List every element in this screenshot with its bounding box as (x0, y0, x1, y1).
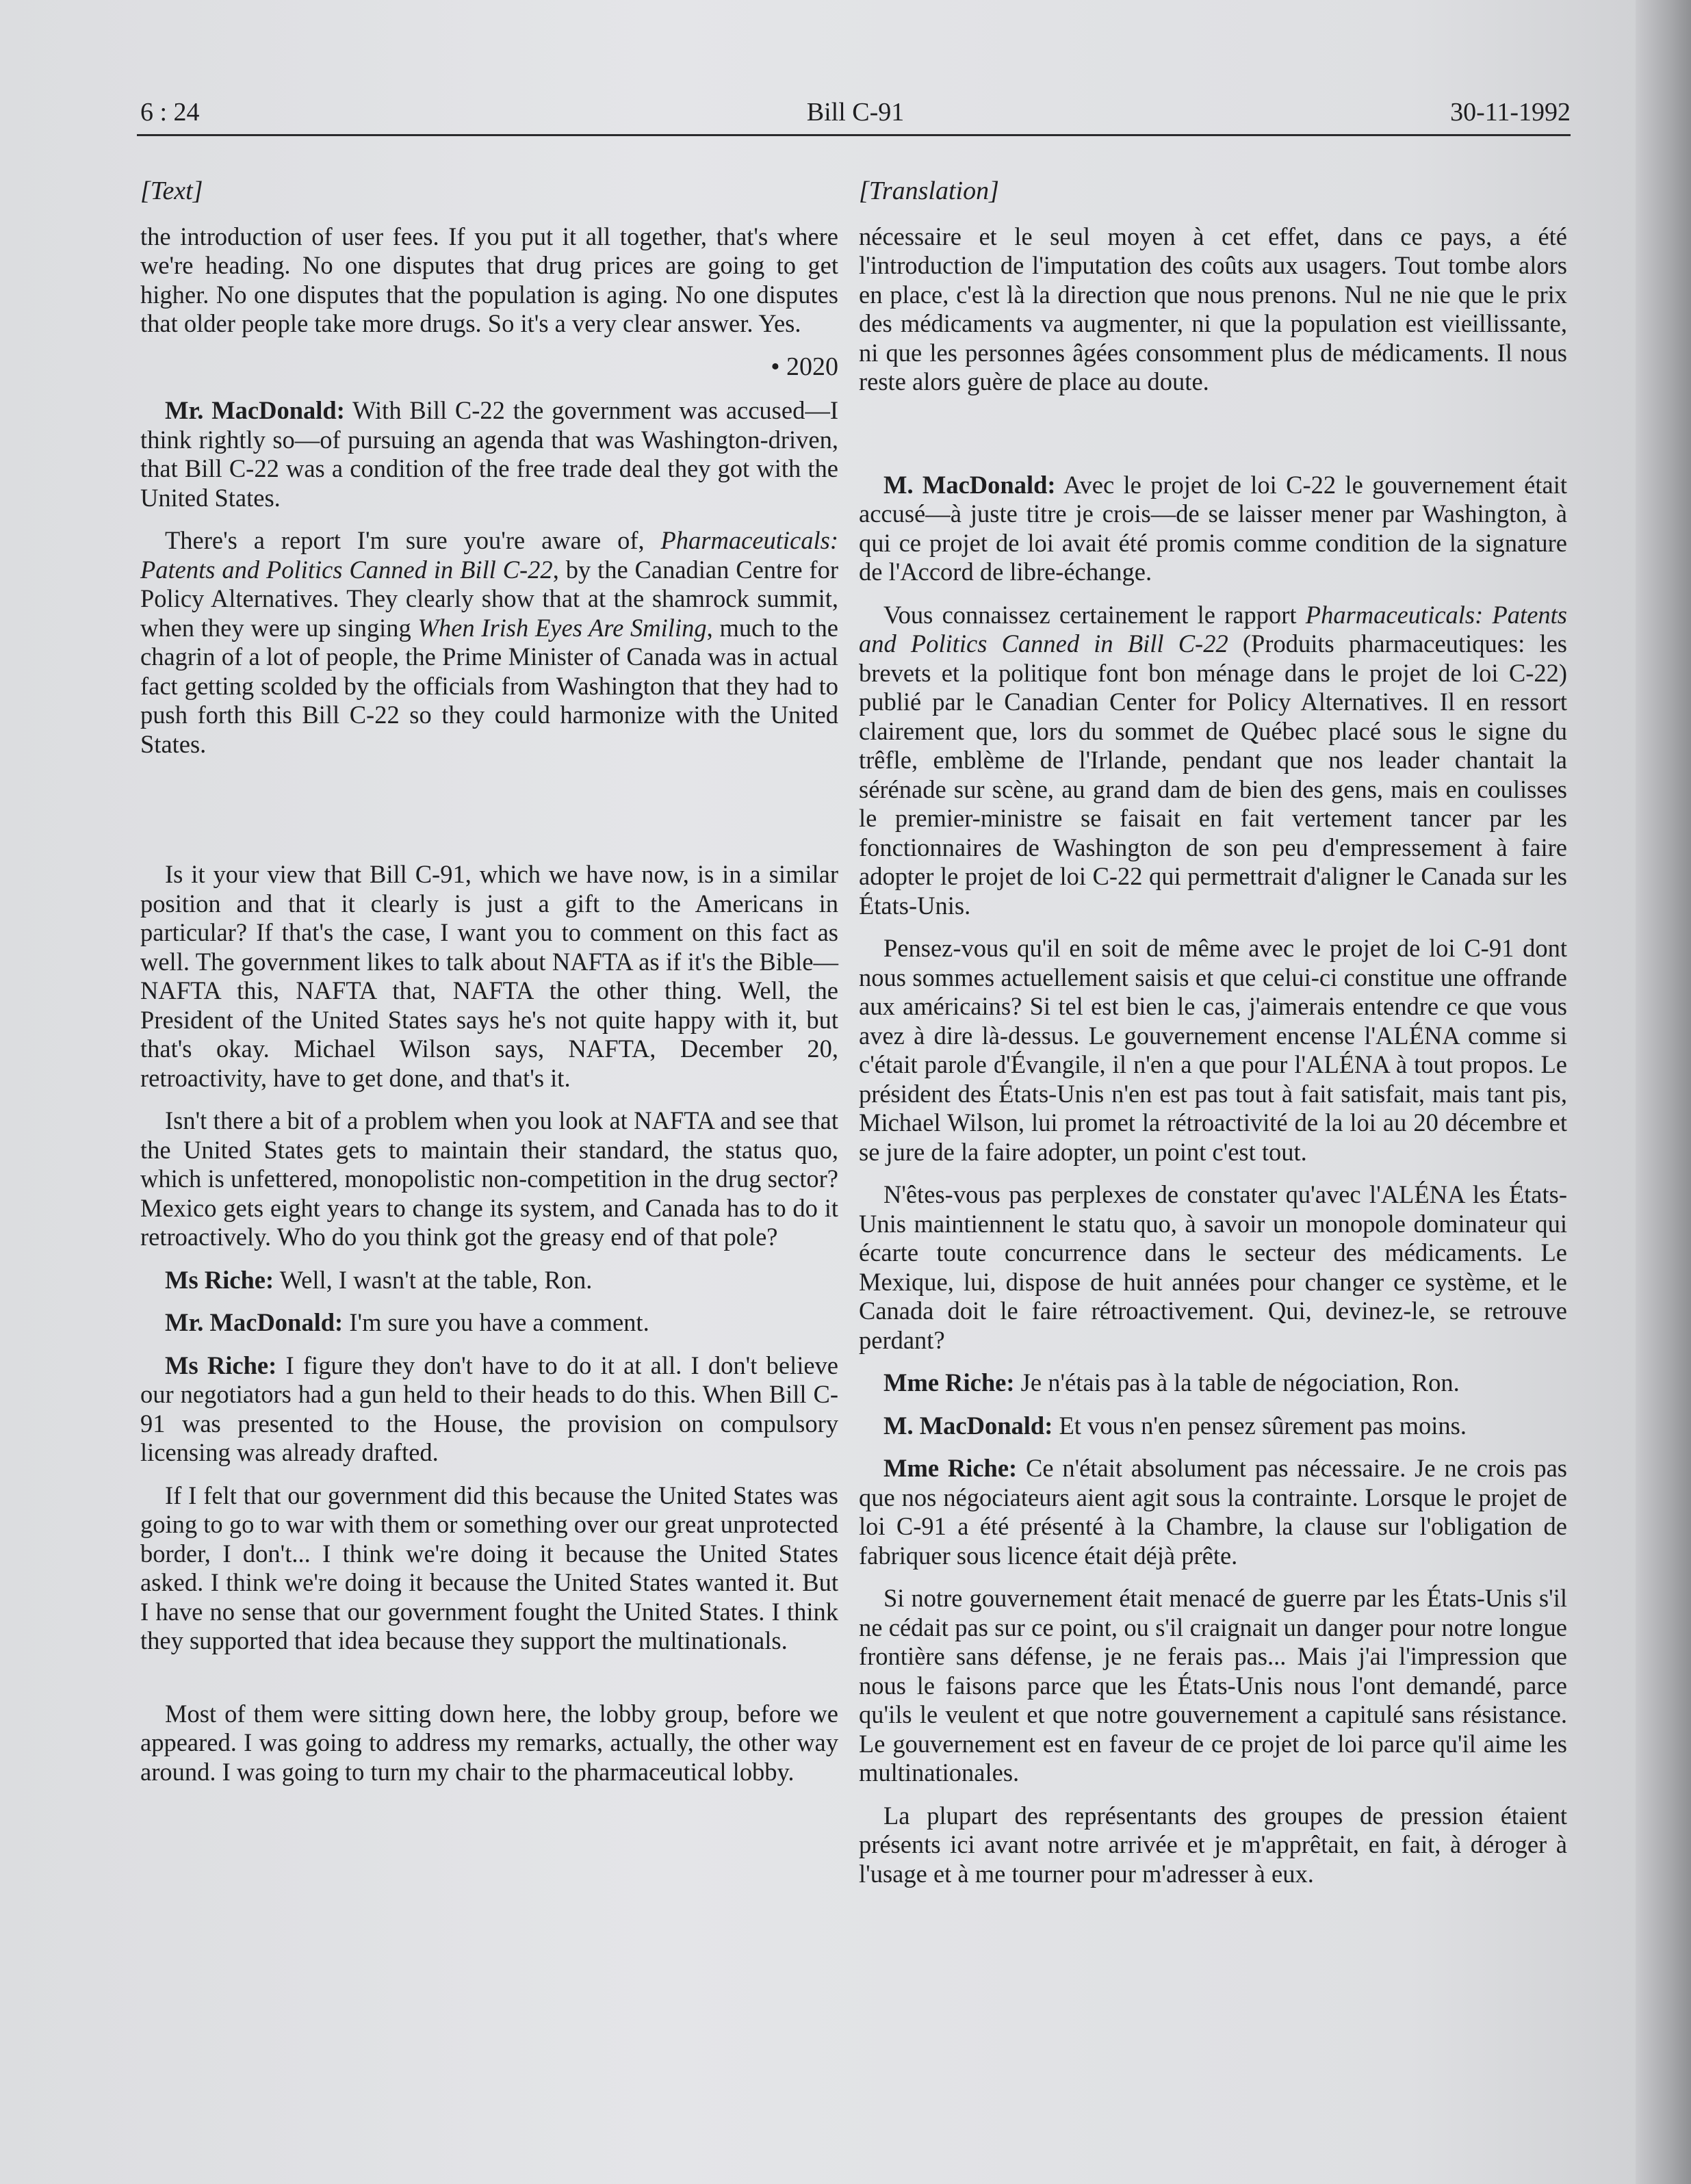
speech-paragraph: Mme Riche: Ce n'était absolument pas nécessaire. Je ne crois pas que nos négociateurs aient agit sous la contrainte. Lorsque le projet de loi C-91 a été présenté à la Chambre, la clause sur l'obligation de fabriquer sous licence était déjà prête. (859, 1454, 1567, 1570)
speaker-name: Ms Riche: (165, 1265, 274, 1294)
time-marker: • 2020 (771, 352, 838, 381)
report-paragraph: Vous connaissez certainement le rapport Pharmaceuticals: Patents and Politics Canned in Bill C-22 (Produits pharmaceutiques: les brevets et la politique font bon ménage dans le projet de loi C-22) publié par le Canadian Center for Policy Alternatives. Il en ressort clairement que, lors du sommet de Québec placé sous le signe du trêfle, emblème de l'Irlande, pendant que nos leader chantait la sérénade sur scène, au grand dam de bien des gens, mais en coulisses le premier-ministre se faisait en fait vertement tancer par les fonctionnaires de Washington de son peu d'empressement à faire adopter le projet de loi C-22 qui permettrait d'aligner le Canada sur les États-Unis. (859, 600, 1567, 920)
binding-shadow (1636, 0, 1691, 2184)
speech-paragraph: Mr. MacDonald: With Bill C-22 the government was accused—I think rightly so—of pursuing an agenda that was Washington-driven, that Bill C-22 was a condition of the free trade deal they got with the United States. (140, 396, 838, 512)
column-label: [Text] (140, 177, 203, 205)
page-header (140, 97, 1571, 138)
speaker-name: Mme Riche: (883, 1368, 1015, 1396)
speaker-name: Mme Riche: (883, 1454, 1018, 1482)
speech-paragraph: Mr. MacDonald: I'm sure you have a comment. (165, 1308, 649, 1336)
session-date: 30-11-1992 (1450, 98, 1571, 127)
paragraph: Si notre gouvernement était menacé de guerre par les États-Unis s'il ne cédait pas sur ce point, ou s'il craignait un danger pour notre longue frontière sans défense, je ne ferais pas... Mais j'ai l'impression que nous le faisons parce que les États-Unis nous l'ont demandé, parce qu'ils le veulent et que notre gouvernement a capitulé sans résistance. Le gouvernement est en faveur de ce projet de loi parce qu'il aime les multinationales. (859, 1584, 1567, 1786)
paragraph: If I felt that our government did this because the United States was going to go to war with them or something over our great unprotected border, I don't... I think we're doing it because the United States asked. I think we're doing it because the United States wanted it. But I have no sense that our government fought the United States. I think they supported that idea because they support the multinationals. (140, 1481, 838, 1654)
paragraph: Is it your view that Bill C-91, which we have now, is in a similar position and that it clearly is just a gift to the Americans in particular? If that's the case, I want you to comment on this fact as well. The government likes to talk about NAFTA as if it's the Bible—NAFTA this, NAFTA that, NAFTA the other thing. Well, the President of the United States says he's not quite happy with it, but that's okay. Michael Wilson says, NAFTA, December 20, retroactivity, have to get done, and that's it. (140, 860, 838, 1092)
header-rule (137, 134, 1571, 136)
column-label: [Translation] (859, 177, 999, 205)
bill-title: Bill C-91 (806, 98, 905, 127)
paragraph: nécessaire et le seul moyen à cet effet, dans ce pays, a été l'introduction de l'imputation des coûts aux usagers. Tout tombe alors en place, c'est là la direction que nous prenons. Nul ne nie que le prix des médicaments va augmenter, ni que la population est vieillissante, ni que les personnes âgées consomment plus de médicaments. Il nous reste alors guère de place au doute. (859, 222, 1567, 395)
paragraph: Most of them were sitting down here, the lobby group, before we appeared. I was going to address my remarks, actually, the other way around. I was going to turn my chair to the pharmaceutical lobby. (140, 1699, 838, 1786)
speech-paragraph: M. MacDonald: Et vous n'en pensez sûrement pas moins. (883, 1411, 1467, 1440)
speech-paragraph: M. MacDonald: Avec le projet de loi C-22 le gouvernement était accusé—à juste titre je crois—de se laisser mener par Washington, à qui ce projet de loi avait été promis comme condition de la signature de l'Accord de libre-échange. (859, 470, 1567, 586)
speech-paragraph: Mme Riche: Je n'étais pas à la table de négociation, Ron. (883, 1368, 1460, 1396)
speaker-name: Mr. MacDonald: (165, 1308, 344, 1336)
report-paragraph: There's a report I'm sure you're aware of, Pharmaceuticals: Patents and Politics Canned in Bill C-22, by the Canadian Centre for Policy Alternatives. They clearly show that at the shamrock summit, when they were up singing When Irish Eyes Are Smiling, much to the chagrin of a lot of people, the Prime Minister of Canada was in actual fact getting scolded by the officials from Washington that they had to push forth this Bill C-22 so they could harmonize with the United States. (140, 526, 838, 758)
speaker-name: Mr. MacDonald: (165, 396, 345, 424)
page-number: 6 : 24 (140, 98, 200, 127)
speech-paragraph: Ms Riche: I figure they don't have to do it at all. I don't believe our negotiators had a gun held to their heads to do this. When Bill C-91 was presented to the House, the provision on compulsory licensing was already drafted. (140, 1351, 838, 1466)
song-title: When Irish Eyes Are Smiling (417, 613, 707, 642)
paragraph: La plupart des représentants des groupes de pression étaient présents ici avant notre arrivée et je m'apprêtait, en fait, à déroger à l'usage et à me tourner pour m'adresser à eux. (859, 1801, 1567, 1888)
speaker-name: M. MacDonald: (883, 470, 1056, 499)
french-column (859, 177, 1567, 1902)
speaker-name: Ms Riche: (165, 1351, 277, 1379)
speaker-name: M. MacDonald: (883, 1411, 1053, 1440)
english-column (140, 177, 838, 1800)
paragraph: Pensez-vous qu'il en soit de même avec le projet de loi C-91 dont nous sommes actuellement saisis et que celui-ci constitue une offrande aux américains? Si tel est bien le cas, j'aimerais entendre ce que vous avez à dire là-dessus. Le gouvernement encense l'ALÉNA comme si c'était parole d'Évangile, il n'en a que pour l'ALÉNA à tout propos. Le président des États-Unis n'en est pas tout à fait satisfait, mais tant pis, Michael Wilson, lui promet la rétroactivité de la loi au 20 décembre et se jure de la faire adopter, un point c'est tout. (859, 934, 1567, 1166)
report-title: Pharmaceuticals: Patents and Politics Canned in Bill C-22 (859, 600, 1567, 658)
paragraph: the introduction of user fees. If you put it all together, that's where we're heading. No one disputes that drug prices are going to get higher. No one disputes that the population is aging. No one disputes that older people take more drugs. So it's a very clear answer. Yes. (140, 222, 838, 337)
paragraph: N'êtes-vous pas perplexes de constater qu'avec l'ALÉNA les États-Unis maintiennent le statu quo, à savoir un monopole dominateur qui écarte toute concurrence dans le secteur des médicaments. Le Mexique, lui, dispose de huit années pour changer ce système, et le Canada doit le faire rétroactivement. Qui, devinez-le, se retrouve perdant? (859, 1180, 1567, 1354)
speech-paragraph: Ms Riche: Well, I wasn't at the table, Ron. (165, 1265, 593, 1294)
report-title: Pharmaceuticals: Patents and Politics Canned in Bill C-22 (140, 526, 838, 584)
paragraph: Isn't there a bit of a problem when you look at NAFTA and see that the United States gets to maintain their standard, the status quo, which is unfettered, monopolistic non-competition in the drug sector? Mexico gets eight years to change its system, and Canada has to do it retroactively. Who do you think got the greasy end of that pole? (140, 1106, 838, 1251)
